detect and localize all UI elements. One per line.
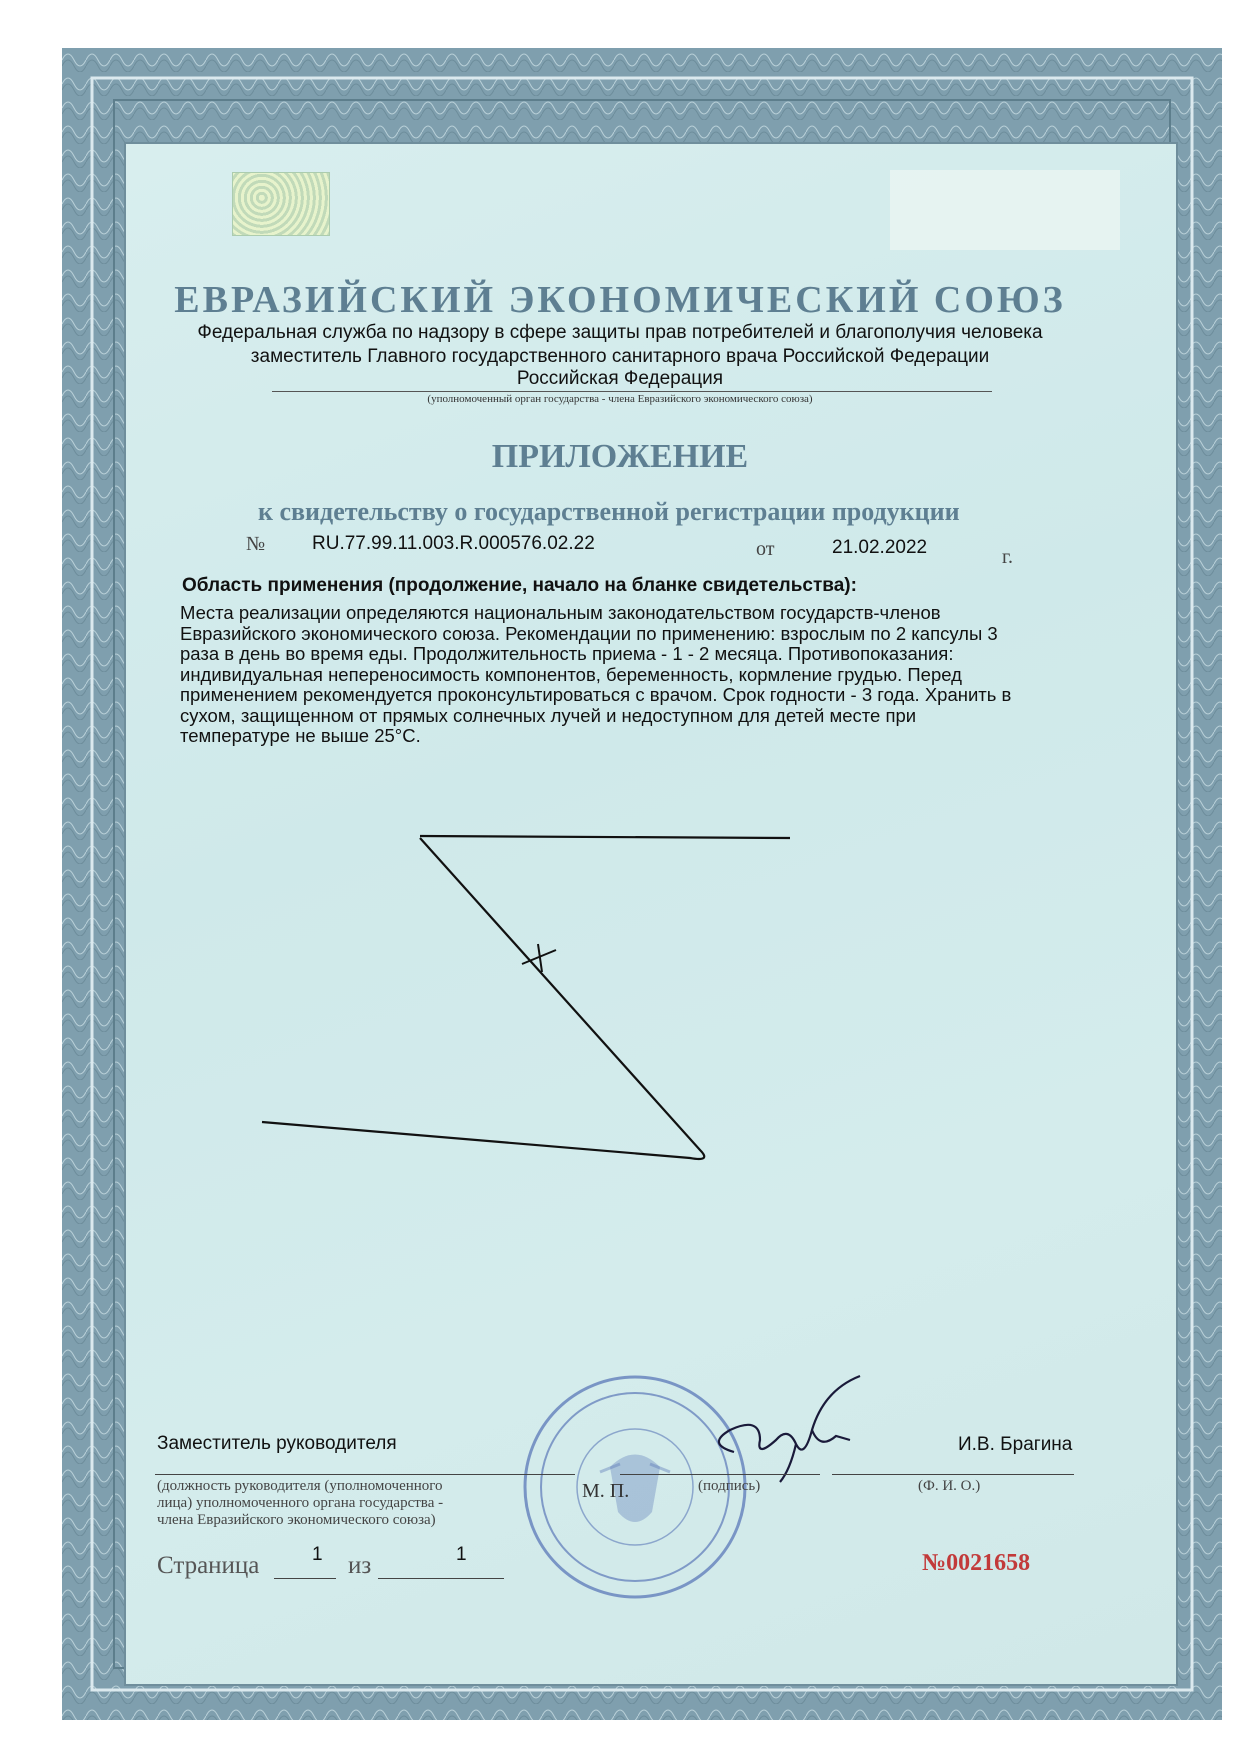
page-current-underline (274, 1578, 336, 1579)
fio-caption: (Ф. И. О.) (918, 1478, 981, 1494)
form-number: №0021658 (922, 1550, 1031, 1576)
scope-line: сухом, защищенном от прямых солнечных лучей и недоступном для детей месте при (180, 704, 917, 726)
signature-underline (620, 1474, 820, 1475)
caption-line: лица) уполномоченного органа государства - (157, 1495, 444, 1511)
org-caption: (уполномоченный орган государства - члена Евразийского экономического союза) (427, 393, 813, 405)
certificate-date: 21.02.2022 (832, 537, 928, 558)
appendix-title: ПРИЛОЖЕНИЕ (491, 438, 749, 475)
page-label: Страница (157, 1552, 260, 1579)
signer-position: Заместитель руководителя (157, 1433, 397, 1454)
org-underline (272, 391, 992, 392)
blank-patch (890, 170, 1120, 250)
fio-underline (832, 1474, 1074, 1475)
date-label: от (756, 538, 775, 560)
caption-line: члена Евразийского экономического союза) (157, 1512, 436, 1528)
signer-name: И.В. Брагина (958, 1434, 1073, 1455)
certificate-number: RU.77.99.11.003.R.000576.02.22 (312, 533, 595, 554)
hologram-sticker (232, 172, 330, 236)
scope-line: раза в день во время еды. Продолжительность приема - 1 - 2 месяца. Противопоказания: (180, 643, 954, 664)
org-line-2: заместитель Главного государственного санитарного врача Российской Федерации (250, 346, 990, 367)
scope-line: Евразийского экономического союза. Рекомендации по применению: взрослым по 2 капсулы 3 (180, 622, 998, 644)
position-caption (157, 1478, 443, 1529)
scope-title: Область применения (продолжение, начало на бланке свидетельства): (182, 575, 857, 596)
page-current: 1 (312, 1544, 323, 1565)
scope-body (180, 603, 1100, 747)
scope-line: применением рекомендуется проконсультироваться с врачом. Срок годности - 3 года. Хранить в (180, 684, 1012, 705)
page-total: 1 (456, 1544, 467, 1565)
union-title: ЕВРАЗИЙСКИЙ ЭКОНОМИЧЕСКИЙ СОЮЗ (174, 279, 1066, 321)
position-underline (155, 1474, 575, 1475)
org-line-3: Российская Федерация (516, 368, 724, 389)
signature-caption: (подпись) (698, 1478, 761, 1494)
scope-line: температуре не выше 25°С. (180, 725, 421, 746)
number-label: № (246, 533, 266, 555)
scope-line: Места реализации определяются национальным законодательством государств-членов (180, 602, 941, 623)
appendix-subtitle: к свидетельству о государственной регистрации продукции (258, 497, 960, 526)
page-of-label: из (348, 1552, 372, 1579)
org-line-1: Федеральная служба по надзору в сфере защиты прав потребителей и благополучия человека (197, 322, 1043, 343)
handwritten-signature (700, 1370, 870, 1490)
seal-label: М. П. (582, 1480, 630, 1502)
year-suffix: г. (1002, 546, 1013, 568)
page-total-underline (378, 1578, 504, 1579)
caption-line: (должность руководителя (уполномоченного (157, 1478, 443, 1494)
scope-line: индивидуальная непереносимость компонентов, беременность, кормление грудью. Перед (180, 663, 962, 685)
